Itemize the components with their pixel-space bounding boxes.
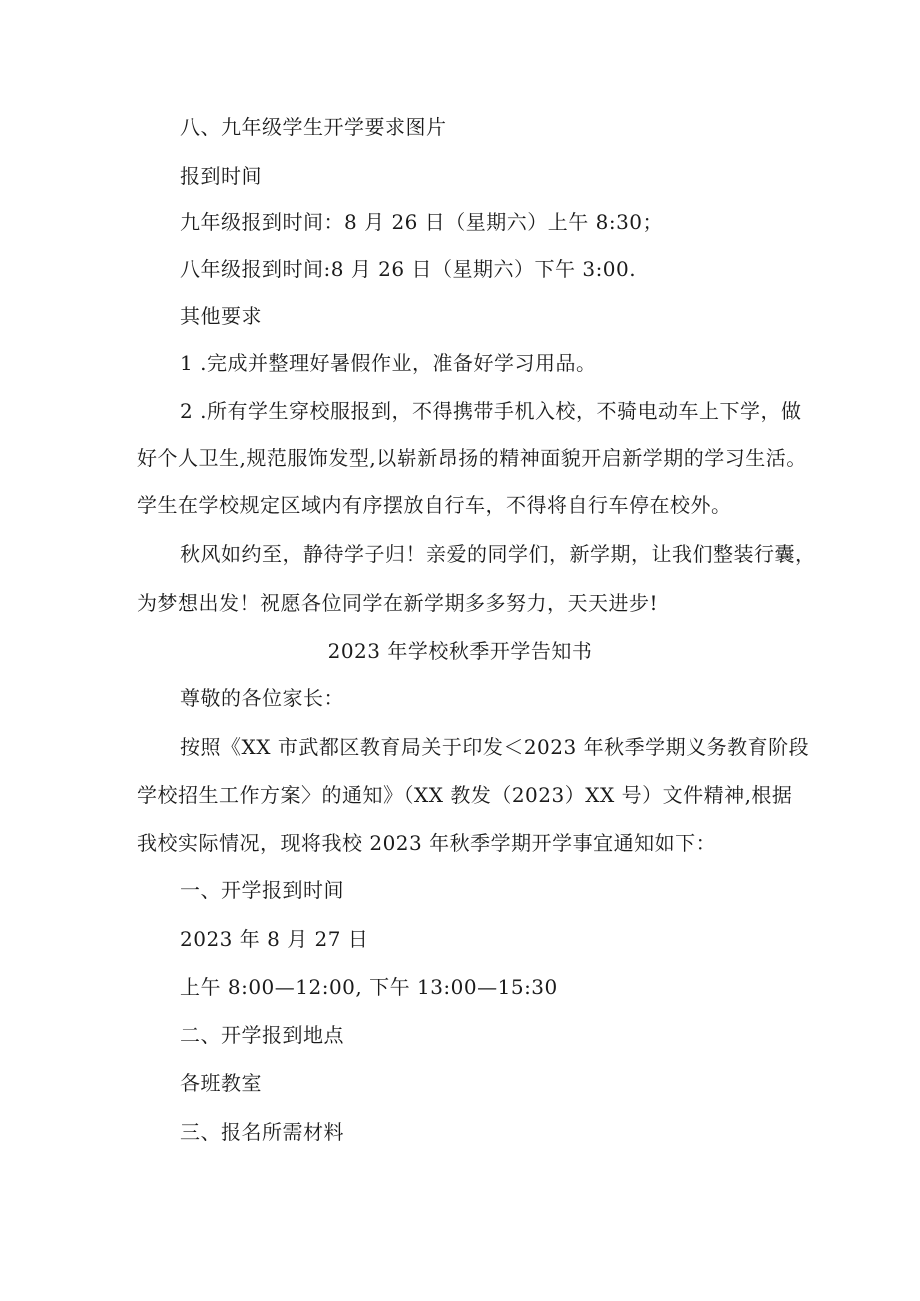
section2-heading: 二、开学报到地点 (180, 1023, 344, 1047)
closing-line-1: 秋风如约至，静待学子归！亲爱的同学们，新学期，让我们整装行囊， (180, 542, 816, 566)
section1-heading: 一、开学报到时间 (180, 878, 344, 902)
intro-line-2: 学校招生工作方案〉的通知》（XX 教发（2023）XX 号）文件精神,根据 (137, 783, 793, 807)
notice-title: 2023 年学校秋季开学告知书 (327, 639, 593, 663)
intro-line-3: 我校实际情况，现将我校 2023 年秋季学期开学事宜通知如下： (137, 831, 717, 855)
section1-hours: 上午 8:00—12:00, 下午 13:00—15:30 (180, 975, 558, 999)
other-requirements-heading: 其他要求 (180, 304, 262, 328)
grade8-report-time: 八年级报到时间:8 月 26 日（星期六）下午 3:00. (180, 257, 637, 281)
section8-heading: 八、九年级学生开学要求图片 (180, 115, 447, 139)
requirement-2-line-2: 好个人卫生,规范服饰发型,以崭新昂扬的精神面貌开启新学期的学习生活。 (137, 446, 807, 470)
closing-line-2: 为梦想出发！祝愿各位同学在新学期多多努力，天天进步! (137, 591, 659, 615)
section2-place: 各班教室 (180, 1071, 262, 1095)
intro-line-1: 按照《XX 市武都区教育局关于印发＜2023 年秋季学期义务教育阶段 (180, 735, 810, 759)
salutation: 尊敬的各位家长： (180, 686, 344, 710)
requirement-1: 1 .完成并整理好暑假作业，准备好学习用品。 (180, 351, 597, 375)
section3-heading: 三、报名所需材料 (180, 1120, 344, 1144)
requirement-2-line-1: 2 .所有学生穿校服报到，不得携带手机入校，不骑电动车上下学，做 (180, 399, 802, 423)
grade9-report-time: 九年级报到时间：8 月 26 日（星期六）上午 8:30； (180, 210, 664, 234)
report-time-heading: 报到时间 (180, 164, 262, 188)
requirement-2-line-3: 学生在学校规定区域内有序摆放自行车，不得将自行车停在校外。 (137, 493, 732, 517)
section1-date: 2023 年 8 月 27 日 (180, 927, 369, 951)
